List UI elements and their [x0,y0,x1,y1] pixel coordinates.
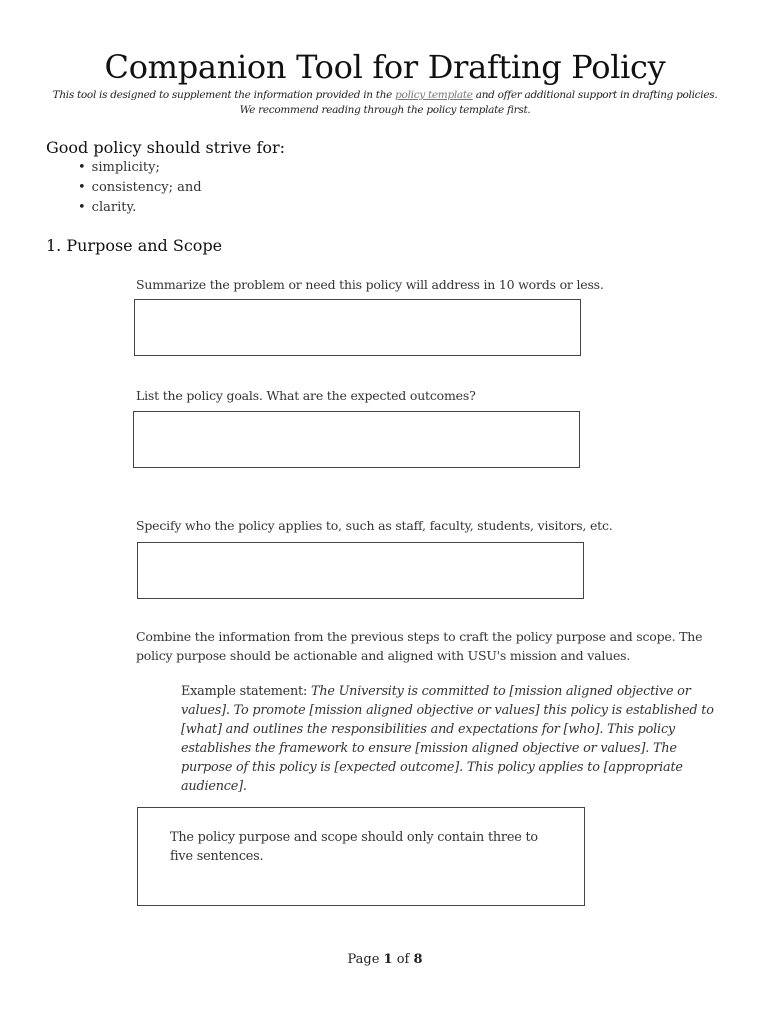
subtitle-text-end: and offer additional support in drafting policies. [472,89,718,101]
good-policy-heading: Good policy should strive for: [46,138,286,157]
page-title: Companion Tool for Drafting Policy [104,48,666,86]
page-footer [0,952,770,967]
example-statement-label: Example statement: [181,684,311,699]
example-statement [181,682,721,796]
purpose-scope-box-hint: The policy purpose and scope should only contain three to five sentences. [170,830,538,864]
purpose-scope-prompt-line-1: Combine the information from the previous steps to craft the policy purpose and scope. The [136,629,703,644]
purpose-scope-prompt [136,627,736,665]
current-page-number: 1 [383,952,393,967]
page-label: Page [347,952,380,967]
problem-summary-input-box[interactable] [134,299,581,356]
policy-goals-prompt: List the policy goals. What are the expected outcomes? [136,388,476,403]
example-statement-text: The University is committed to [mission aligned objective or values]. To promote [mission aligned objective or values] this policy is established to [what] and outlines the responsibilities and expectations for [who]. This policy establishes the framework to ensure [mission aligned objective or values]. The purpose of this policy is [expected outcome]. This policy applies to [appropriate audience]. [181,684,714,794]
audience-input-box[interactable] [137,542,584,599]
purpose-scope-prompt-line-2: policy purpose should be actionable and aligned with USU's mission and values. [136,648,631,663]
policy-goals-input-box[interactable] [133,411,580,468]
list-item: • consistency; and [78,178,202,198]
subtitle-line-2: We recommend reading through the policy template first. [239,104,531,116]
good-policy-list [78,158,202,218]
subtitle-text-start: This tool is designed to supplement the information provided in the [52,89,396,101]
purpose-scope-heading: 1. Purpose and Scope [46,236,223,255]
page-subtitle [30,88,740,118]
policy-template-link[interactable]: policy template [395,89,473,101]
total-pages-number: 8 [413,952,423,967]
problem-summary-prompt: Summarize the problem or need this policy will address in 10 words or less. [136,277,604,292]
audience-prompt: Specify who the policy applies to, such as staff, faculty, students, visitors, etc. [136,518,613,533]
page-of-label: of [396,952,410,967]
list-item: • clarity. [78,198,202,218]
list-item: • simplicity; [78,158,202,178]
purpose-scope-input-box[interactable] [137,807,585,906]
